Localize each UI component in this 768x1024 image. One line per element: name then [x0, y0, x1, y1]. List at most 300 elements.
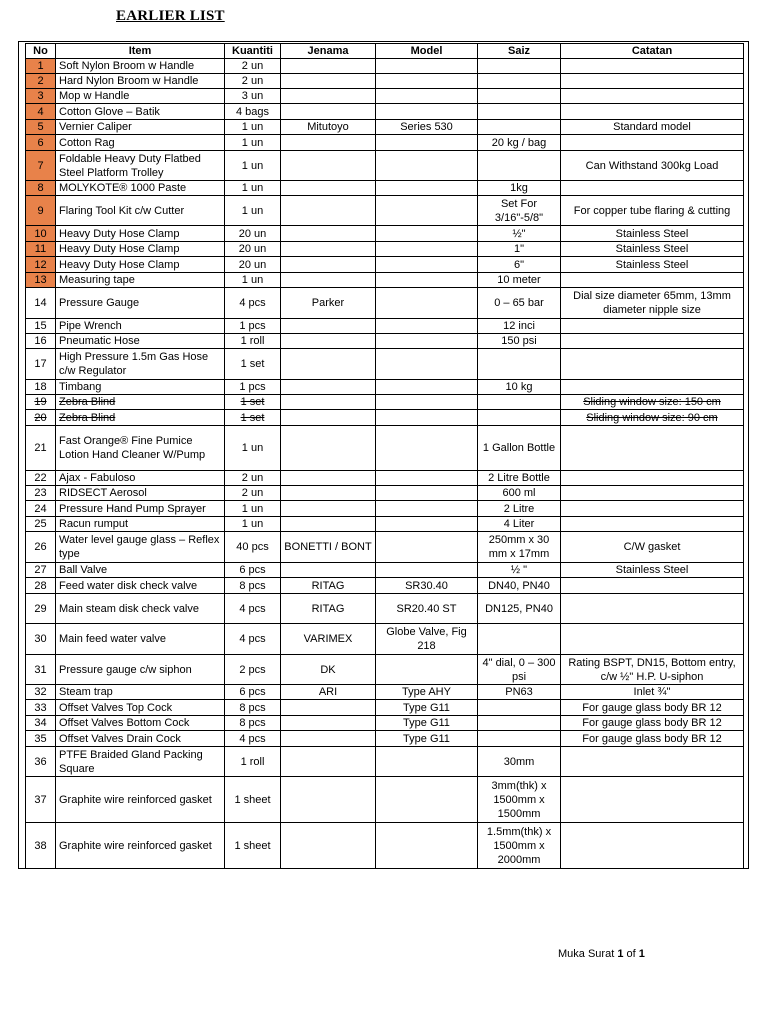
cell-row-number: 35	[26, 731, 56, 747]
cell-model	[376, 181, 478, 196]
cell-model	[376, 74, 478, 89]
cell-quantity: 2 un	[225, 74, 281, 89]
cell-model: Type G11	[376, 731, 478, 747]
cell-quantity: 1 pcs	[225, 319, 281, 334]
table-row	[26, 135, 744, 151]
table-row	[26, 181, 744, 196]
cell-brand	[281, 517, 376, 532]
cell-remarks	[561, 59, 744, 74]
cell-brand	[281, 59, 376, 74]
cell-remarks	[561, 578, 744, 594]
cell-brand	[281, 135, 376, 151]
cell-model	[376, 273, 478, 288]
cell-quantity: 4 pcs	[225, 594, 281, 624]
table-row	[26, 624, 744, 655]
table-row	[26, 288, 744, 319]
cell-item-name: Graphite wire reinforced gasket	[56, 823, 225, 869]
cell-quantity: 1 un	[225, 135, 281, 151]
cell-quantity: 1 roll	[225, 747, 281, 777]
table-row	[26, 242, 744, 257]
table-row	[26, 594, 744, 624]
cell-row-number: 38	[26, 823, 56, 869]
cell-item-name: RIDSECT Aerosol	[56, 486, 225, 501]
cell-quantity: 2 un	[225, 471, 281, 486]
cell-model	[376, 823, 478, 869]
cell-item-name: Cotton Glove – Batik	[56, 104, 225, 120]
table-row	[26, 380, 744, 395]
cell-size	[478, 624, 561, 655]
cell-brand	[281, 747, 376, 777]
cell-model	[376, 288, 478, 319]
cell-item-name: PTFE Braided Gland Packing Square	[56, 747, 225, 777]
cell-item-name: Cotton Rag	[56, 135, 225, 151]
cell-brand	[281, 89, 376, 104]
header-model: Model	[376, 44, 478, 59]
cell-size: 3mm(thk) x 1500mm x 1500mm	[478, 777, 561, 823]
cell-brand	[281, 319, 376, 334]
cell-item-name: Pressure Gauge	[56, 288, 225, 319]
cell-quantity: 4 pcs	[225, 288, 281, 319]
cell-model: SR20.40 ST	[376, 594, 478, 624]
cell-remarks	[561, 777, 744, 823]
cell-size: 1.5mm(thk) x 1500mm x 2000mm	[478, 823, 561, 869]
cell-brand	[281, 104, 376, 120]
cell-brand	[281, 471, 376, 486]
cell-row-number: 15	[26, 319, 56, 334]
cell-size: 0 – 65 bar	[478, 288, 561, 319]
cell-remarks	[561, 74, 744, 89]
cell-remarks	[561, 594, 744, 624]
cell-row-number: 16	[26, 334, 56, 349]
cell-model	[376, 563, 478, 578]
cell-row-number: 36	[26, 747, 56, 777]
cell-brand	[281, 242, 376, 257]
cell-row-number: 32	[26, 685, 56, 700]
cell-row-number: 22	[26, 471, 56, 486]
header-no: No	[26, 44, 56, 59]
cell-row-number: 2	[26, 74, 56, 89]
cell-model: Type G11	[376, 716, 478, 731]
cell-size	[478, 59, 561, 74]
cell-size	[478, 395, 561, 410]
table-row	[26, 517, 744, 532]
cell-row-number: 13	[26, 273, 56, 288]
cell-brand	[281, 410, 376, 426]
cell-remarks	[561, 501, 744, 517]
cell-brand	[281, 380, 376, 395]
cell-quantity: 1 un	[225, 181, 281, 196]
cell-quantity: 1 un	[225, 517, 281, 532]
cell-model	[376, 89, 478, 104]
table-row	[26, 486, 744, 501]
cell-row-number: 33	[26, 700, 56, 716]
table-row	[26, 104, 744, 120]
cell-item-name: Pipe Wrench	[56, 319, 225, 334]
cell-brand	[281, 486, 376, 501]
cell-row-number: 31	[26, 655, 56, 685]
cell-model	[376, 426, 478, 471]
cell-size: PN63	[478, 685, 561, 700]
cell-brand	[281, 151, 376, 181]
cell-remarks: Sliding window size: 150 cm	[561, 395, 744, 410]
cell-item-name: Offset Valves Bottom Cock	[56, 716, 225, 731]
cell-row-number: 1	[26, 59, 56, 74]
cell-model	[376, 747, 478, 777]
cell-row-number: 7	[26, 151, 56, 181]
cell-remarks: For gauge glass body BR 12	[561, 731, 744, 747]
cell-model	[376, 349, 478, 380]
items-table	[25, 43, 744, 869]
cell-model: Type G11	[376, 700, 478, 716]
cell-model	[376, 471, 478, 486]
cell-remarks	[561, 349, 744, 380]
table-row	[26, 395, 744, 410]
cell-item-name: Pneumatic Hose	[56, 334, 225, 349]
cell-remarks	[561, 624, 744, 655]
cell-size: 6"	[478, 257, 561, 273]
cell-item-name: Feed water disk check valve	[56, 578, 225, 594]
cell-quantity: 1 set	[225, 410, 281, 426]
cell-size: 1"	[478, 242, 561, 257]
table-header-row	[26, 44, 744, 59]
of-label: of	[626, 948, 636, 960]
cell-model: Globe Valve, Fig 218	[376, 624, 478, 655]
cell-quantity: 1 un	[225, 120, 281, 135]
cell-item-name: Graphite wire reinforced gasket	[56, 777, 225, 823]
cell-remarks	[561, 517, 744, 532]
cell-remarks	[561, 273, 744, 288]
table-row	[26, 74, 744, 89]
cell-item-name: Racun rumput	[56, 517, 225, 532]
cell-quantity: 6 pcs	[225, 563, 281, 578]
cell-row-number: 19	[26, 395, 56, 410]
cell-row-number: 3	[26, 89, 56, 104]
cell-item-name: Heavy Duty Hose Clamp	[56, 257, 225, 273]
cell-remarks	[561, 486, 744, 501]
page-number	[558, 948, 645, 960]
cell-quantity: 1 un	[225, 273, 281, 288]
cell-remarks: Standard model	[561, 120, 744, 135]
cell-brand	[281, 196, 376, 226]
cell-model	[376, 532, 478, 563]
cell-row-number: 21	[26, 426, 56, 471]
cell-quantity: 2 pcs	[225, 655, 281, 685]
cell-remarks	[561, 319, 744, 334]
cell-brand: BONETTI / BONT	[281, 532, 376, 563]
cell-item-name: Mop w Handle	[56, 89, 225, 104]
cell-size	[478, 74, 561, 89]
cell-row-number: 20	[26, 410, 56, 426]
cell-remarks	[561, 135, 744, 151]
cell-quantity: 8 pcs	[225, 578, 281, 594]
table-row	[26, 334, 744, 349]
cell-remarks: Stainless Steel	[561, 563, 744, 578]
cell-quantity: 4 pcs	[225, 624, 281, 655]
cell-size: Set For 3/16"-5/8"	[478, 196, 561, 226]
table-row	[26, 59, 744, 74]
cell-model	[376, 151, 478, 181]
cell-brand	[281, 74, 376, 89]
cell-remarks	[561, 471, 744, 486]
cell-row-number: 9	[26, 196, 56, 226]
cell-model	[376, 59, 478, 74]
cell-remarks: Stainless Steel	[561, 226, 744, 242]
cell-brand: VARIMEX	[281, 624, 376, 655]
cell-row-number: 25	[26, 517, 56, 532]
cell-size	[478, 120, 561, 135]
cell-quantity: 2 un	[225, 486, 281, 501]
document-title: EARLIER LIST	[116, 8, 225, 24]
cell-row-number: 5	[26, 120, 56, 135]
cell-item-name: Vernier Caliper	[56, 120, 225, 135]
table-row	[26, 685, 744, 700]
cell-size: 600 ml	[478, 486, 561, 501]
header-catatan: Catatan	[561, 44, 744, 59]
cell-remarks: For copper tube flaring & cutting	[561, 196, 744, 226]
cell-model	[376, 196, 478, 226]
cell-item-name: Zebra Blind	[56, 395, 225, 410]
cell-size: DN125, PN40	[478, 594, 561, 624]
table-row	[26, 319, 744, 334]
cell-item-name: Timbang	[56, 380, 225, 395]
cell-row-number: 10	[26, 226, 56, 242]
cell-remarks: Stainless Steel	[561, 242, 744, 257]
cell-brand	[281, 716, 376, 731]
cell-brand	[281, 777, 376, 823]
cell-item-name: Main steam disk check valve	[56, 594, 225, 624]
cell-remarks	[561, 747, 744, 777]
cell-item-name: Offset Valves Top Cock	[56, 700, 225, 716]
cell-row-number: 18	[26, 380, 56, 395]
cell-model	[376, 395, 478, 410]
cell-item-name: Flaring Tool Kit c/w Cutter	[56, 196, 225, 226]
cell-row-number: 6	[26, 135, 56, 151]
header-saiz: Saiz	[478, 44, 561, 59]
cell-size: 4" dial, 0 – 300 psi	[478, 655, 561, 685]
cell-model	[376, 517, 478, 532]
cell-brand	[281, 501, 376, 517]
cell-item-name: Pressure gauge c/w siphon	[56, 655, 225, 685]
cell-remarks: Rating BSPT, DN15, Bottom entry, c/w ½" H.P. U-siphon	[561, 655, 744, 685]
cell-remarks	[561, 89, 744, 104]
cell-size: 30mm	[478, 747, 561, 777]
table-row	[26, 777, 744, 823]
cell-row-number: 23	[26, 486, 56, 501]
table-row	[26, 226, 744, 242]
cell-item-name: Hard Nylon Broom w Handle	[56, 74, 225, 89]
cell-item-name: Fast Orange® Fine Pumice Lotion Hand Cleaner W/Pump	[56, 426, 225, 471]
cell-size	[478, 700, 561, 716]
cell-row-number: 4	[26, 104, 56, 120]
cell-quantity: 4 bags	[225, 104, 281, 120]
current-page: 1	[617, 948, 624, 960]
cell-remarks: Can Withstand 300kg Load	[561, 151, 744, 181]
header-jenama: Jenama	[281, 44, 376, 59]
cell-remarks: Stainless Steel	[561, 257, 744, 273]
table-row	[26, 151, 744, 181]
cell-item-name: Heavy Duty Hose Clamp	[56, 242, 225, 257]
cell-brand	[281, 426, 376, 471]
cell-size: 1kg	[478, 181, 561, 196]
table-row	[26, 823, 744, 869]
cell-item-name: Soft Nylon Broom w Handle	[56, 59, 225, 74]
cell-row-number: 37	[26, 777, 56, 823]
cell-brand: Parker	[281, 288, 376, 319]
cell-size	[478, 104, 561, 120]
cell-model	[376, 334, 478, 349]
table-row	[26, 349, 744, 380]
table-body	[26, 59, 744, 869]
cell-model	[376, 104, 478, 120]
cell-size	[478, 89, 561, 104]
table-row	[26, 532, 744, 563]
cell-brand	[281, 181, 376, 196]
cell-item-name: Main feed water valve	[56, 624, 225, 655]
cell-size	[478, 731, 561, 747]
cell-model	[376, 655, 478, 685]
cell-quantity: 1 un	[225, 426, 281, 471]
cell-model	[376, 257, 478, 273]
cell-remarks	[561, 181, 744, 196]
table-row	[26, 471, 744, 486]
cell-remarks: C/W gasket	[561, 532, 744, 563]
table-row	[26, 700, 744, 716]
cell-model: Series 530	[376, 120, 478, 135]
cell-remarks: For gauge glass body BR 12	[561, 716, 744, 731]
table-row	[26, 578, 744, 594]
cell-item-name: Heavy Duty Hose Clamp	[56, 226, 225, 242]
cell-quantity: 1 pcs	[225, 380, 281, 395]
cell-quantity: 2 un	[225, 59, 281, 74]
cell-brand: RITAG	[281, 578, 376, 594]
cell-model	[376, 242, 478, 257]
cell-row-number: 12	[26, 257, 56, 273]
cell-quantity: 1 un	[225, 151, 281, 181]
cell-size: 20 kg / bag	[478, 135, 561, 151]
cell-brand: Mitutoyo	[281, 120, 376, 135]
cell-item-name: Water level gauge glass – Reflex type	[56, 532, 225, 563]
cell-quantity: 1 un	[225, 501, 281, 517]
cell-remarks	[561, 426, 744, 471]
cell-brand	[281, 349, 376, 380]
cell-brand: DK	[281, 655, 376, 685]
cell-brand: ARI	[281, 685, 376, 700]
cell-size: ½ "	[478, 563, 561, 578]
cell-quantity: 1 roll	[225, 334, 281, 349]
cell-row-number: 26	[26, 532, 56, 563]
table-row	[26, 273, 744, 288]
cell-size: 10 kg	[478, 380, 561, 395]
cell-item-name: Foldable Heavy Duty Flatbed Steel Platform Trolley	[56, 151, 225, 181]
cell-size: 10 meter	[478, 273, 561, 288]
cell-row-number: 11	[26, 242, 56, 257]
cell-item-name: Pressure Hand Pump Sprayer	[56, 501, 225, 517]
cell-remarks: Sliding window size: 90 cm	[561, 410, 744, 426]
cell-remarks	[561, 823, 744, 869]
cell-item-name: Zebra Blind	[56, 410, 225, 426]
cell-quantity: 1 un	[225, 196, 281, 226]
cell-item-name: MOLYKOTE® 1000 Paste	[56, 181, 225, 196]
cell-model	[376, 226, 478, 242]
cell-item-name: Measuring tape	[56, 273, 225, 288]
table-row	[26, 89, 744, 104]
cell-quantity: 20 un	[225, 226, 281, 242]
cell-size	[478, 349, 561, 380]
cell-quantity: 6 pcs	[225, 685, 281, 700]
table-row	[26, 120, 744, 135]
cell-remarks: Inlet ¾"	[561, 685, 744, 700]
cell-quantity: 3 un	[225, 89, 281, 104]
cell-brand: RITAG	[281, 594, 376, 624]
cell-size	[478, 716, 561, 731]
cell-row-number: 27	[26, 563, 56, 578]
table-row	[26, 196, 744, 226]
table-row	[26, 747, 744, 777]
cell-row-number: 30	[26, 624, 56, 655]
cell-remarks: Dial size diameter 65mm, 13mm diameter nipple size	[561, 288, 744, 319]
cell-model	[376, 486, 478, 501]
cell-model	[376, 319, 478, 334]
cell-row-number: 29	[26, 594, 56, 624]
table-row	[26, 655, 744, 685]
table-row	[26, 716, 744, 731]
cell-row-number: 34	[26, 716, 56, 731]
cell-model: Type AHY	[376, 685, 478, 700]
cell-model	[376, 135, 478, 151]
cell-item-name: Offset Valves Drain Cock	[56, 731, 225, 747]
cell-quantity: 1 sheet	[225, 823, 281, 869]
cell-size: 250mm x 30 mm x 17mm	[478, 532, 561, 563]
cell-brand	[281, 700, 376, 716]
cell-row-number: 28	[26, 578, 56, 594]
cell-row-number: 8	[26, 181, 56, 196]
cell-quantity: 4 pcs	[225, 731, 281, 747]
cell-brand	[281, 334, 376, 349]
cell-model	[376, 410, 478, 426]
cell-remarks	[561, 104, 744, 120]
cell-size: 2 Litre	[478, 501, 561, 517]
cell-quantity: 8 pcs	[225, 700, 281, 716]
cell-model	[376, 380, 478, 395]
cell-brand	[281, 731, 376, 747]
page-label: Muka Surat	[558, 948, 615, 960]
cell-remarks	[561, 380, 744, 395]
cell-size: 4 Liter	[478, 517, 561, 532]
cell-remarks	[561, 334, 744, 349]
cell-brand	[281, 563, 376, 578]
cell-model: SR30.40	[376, 578, 478, 594]
cell-quantity: 1 sheet	[225, 777, 281, 823]
cell-size: 150 psi	[478, 334, 561, 349]
cell-size: ½"	[478, 226, 561, 242]
cell-size: 2 Litre Bottle	[478, 471, 561, 486]
cell-item-name: Ball Valve	[56, 563, 225, 578]
total-pages: 1	[638, 948, 645, 960]
table-row	[26, 410, 744, 426]
cell-quantity: 20 un	[225, 257, 281, 273]
header-kuantiti: Kuantiti	[225, 44, 281, 59]
cell-item-name: Ajax - Fabuloso	[56, 471, 225, 486]
cell-quantity: 40 pcs	[225, 532, 281, 563]
cell-brand	[281, 395, 376, 410]
cell-item-name: High Pressure 1.5m Gas Hose c/w Regulator	[56, 349, 225, 380]
table-row	[26, 731, 744, 747]
table-row	[26, 257, 744, 273]
cell-quantity: 1 set	[225, 395, 281, 410]
cell-row-number: 24	[26, 501, 56, 517]
table-row	[26, 563, 744, 578]
cell-item-name: Steam trap	[56, 685, 225, 700]
